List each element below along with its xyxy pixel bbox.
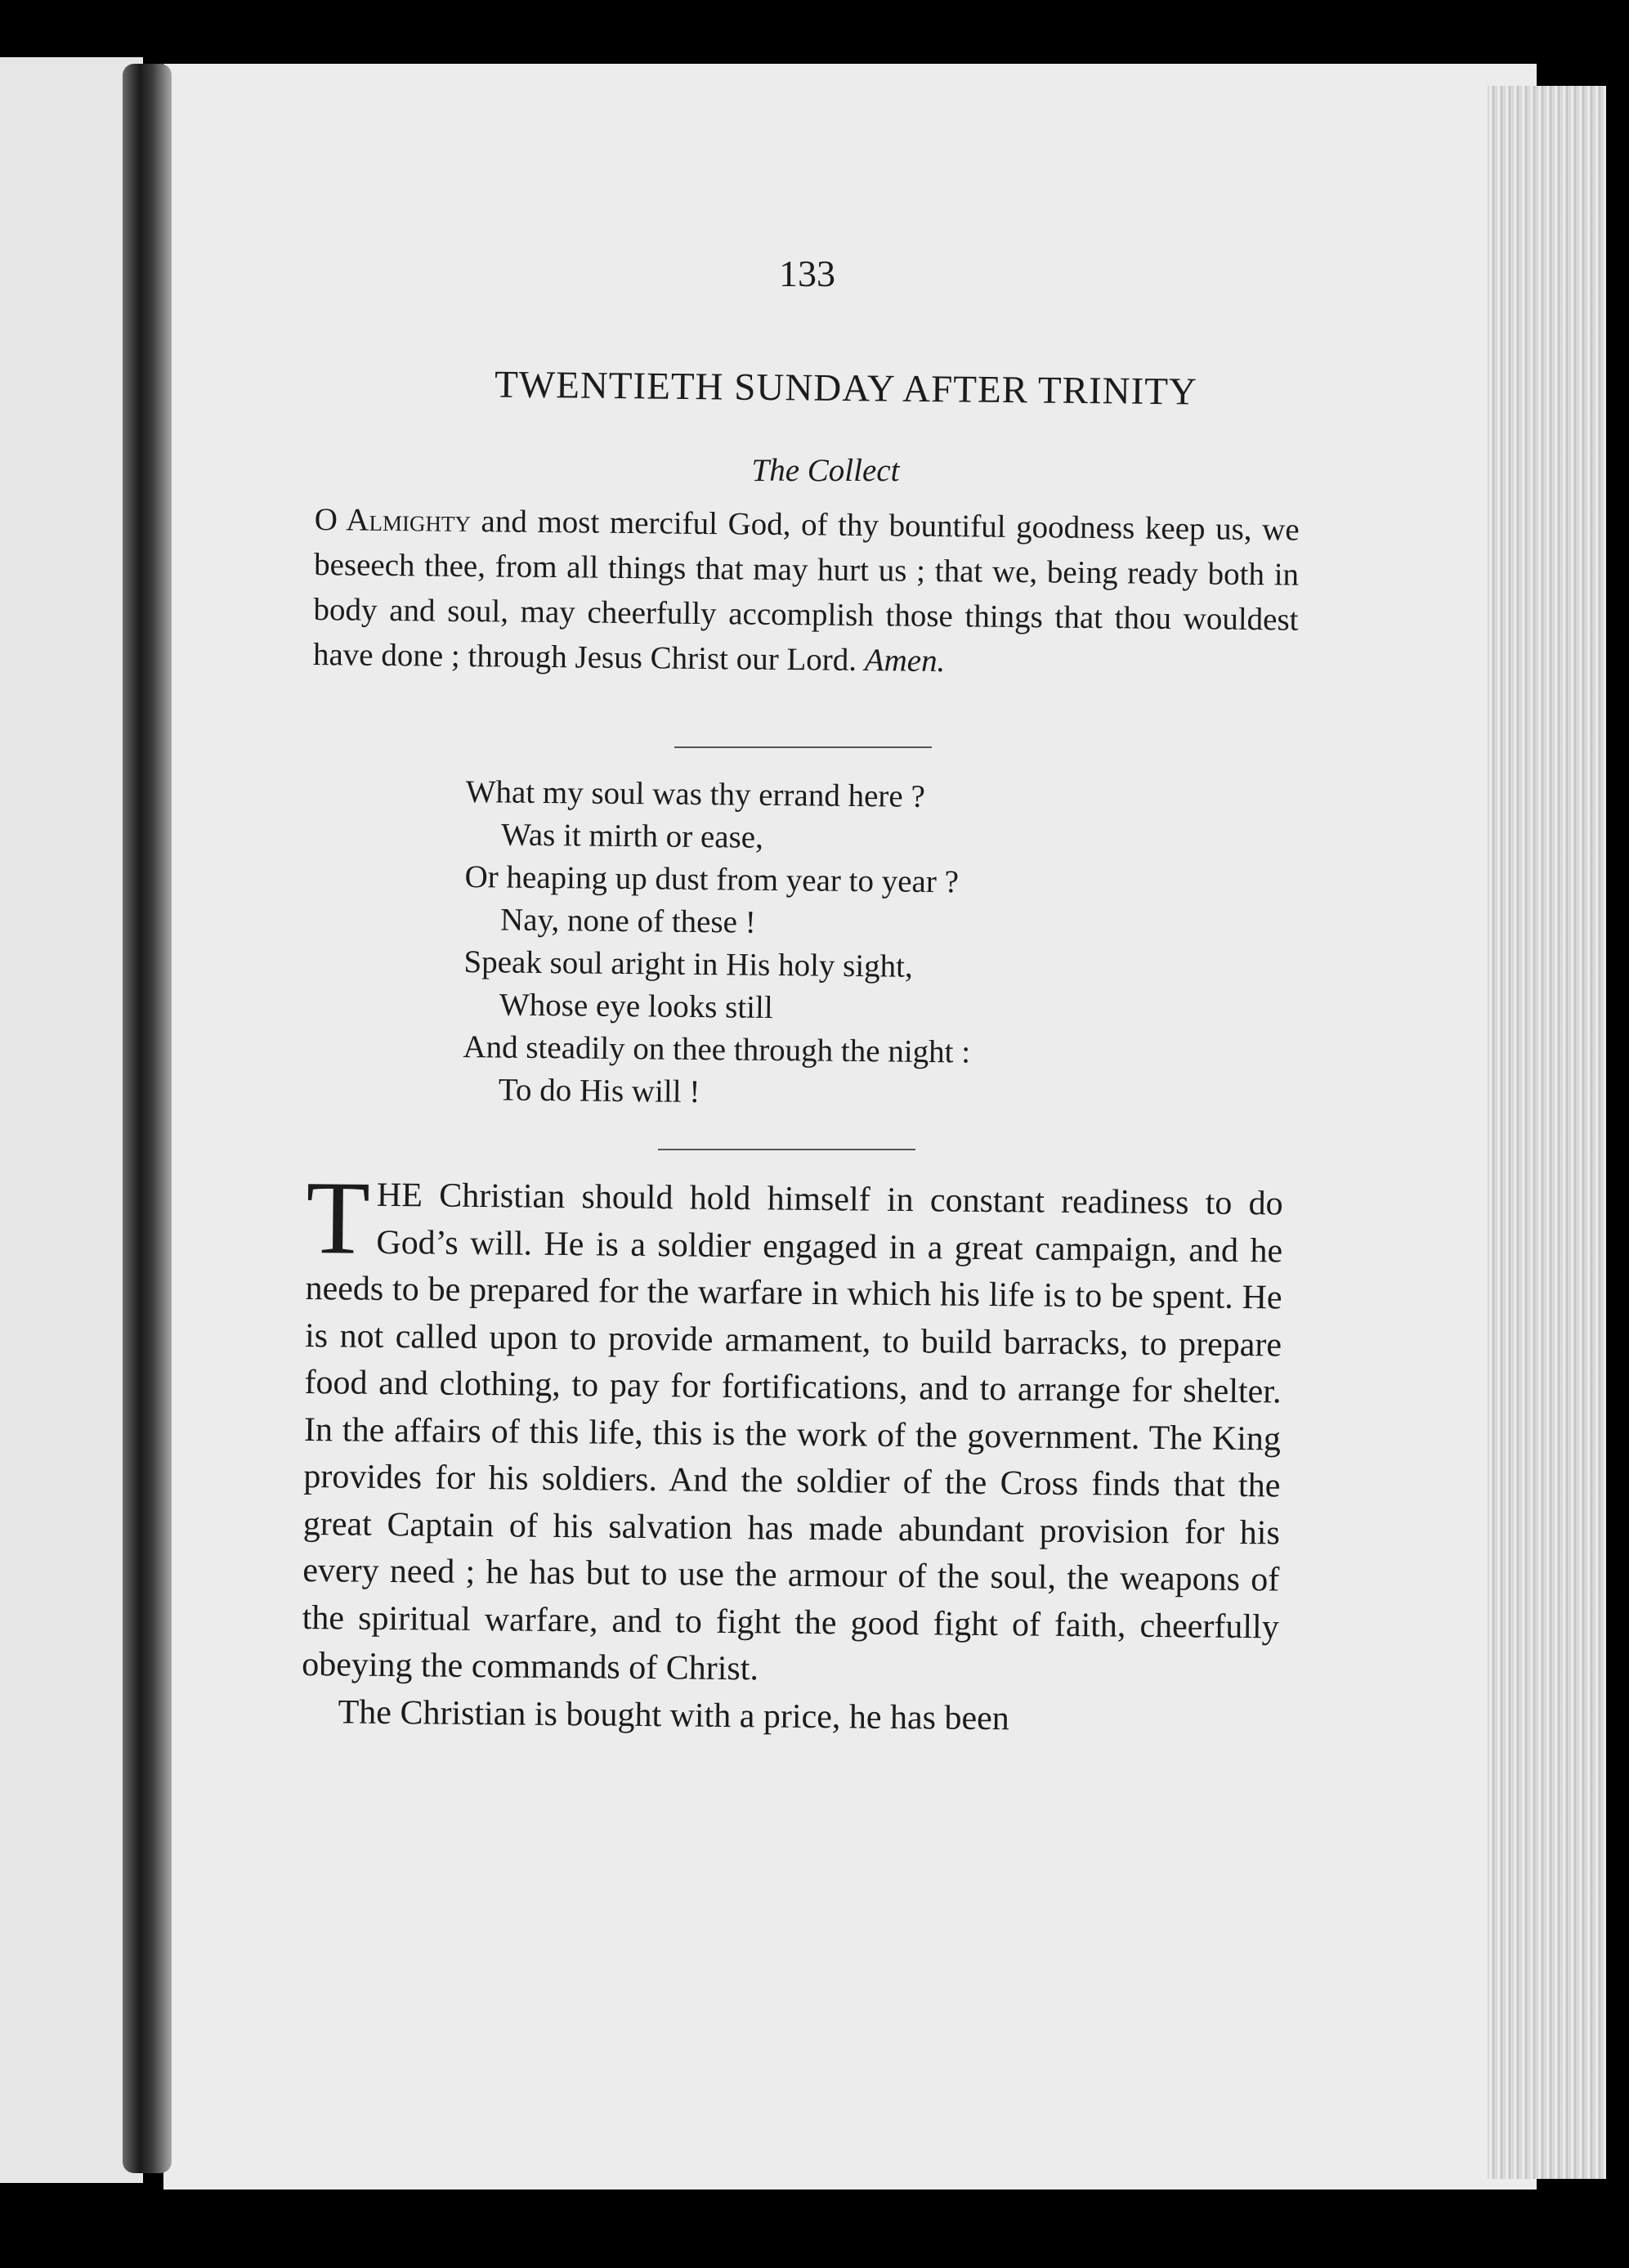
poem-line: Speak soul aright in His holy sight, (463, 944, 913, 984)
drop-cap: T (305, 1159, 371, 1276)
left-page-fragment (0, 1549, 143, 1597)
left-page-fragment (0, 744, 143, 791)
divider-rule (658, 1149, 915, 1150)
poem-line: Was it mirth or ease, (500, 817, 764, 855)
left-page-fragment (0, 1104, 143, 1151)
page-number: 133 (779, 253, 835, 294)
left-page-fragment (0, 695, 143, 742)
book-spine (123, 64, 172, 2173)
left-page-fragment (0, 957, 143, 1004)
left-page-fragment (0, 838, 143, 885)
collect-opening: O Almighty (314, 501, 472, 540)
paragraph-text: Christian should hold himself in constant readiness to do God’s will. He is a soldier engaged in a great campaign, and he needs to be prepared for the warfare in which his life is to be spent. He is not called upon to provide armament, to build barracks, to prepare food and clothing, to pay for fortifications, and to arrange for shelter. In the affairs of this life, this is the work of the government. The King provides for his soldiers. And the soldier of the Cross finds that the great Captain of his salvation has made abundant provision for his every need ; he has but to use the armour of the soul, the weapons of the spiritual warfare, and to fight the good fight of faith, cheerfully obeying the commands of Christ. (301, 1177, 1283, 1688)
collect-amen: Amen. (864, 643, 946, 679)
page-title: TWENTIETH SUNDAY AFTER TRINITY (494, 363, 1198, 414)
essay (301, 1159, 1283, 1745)
poem-line: Or heaping up dust from year to year ? (464, 858, 960, 900)
page-edge-stack (1488, 86, 1606, 2179)
poem (463, 771, 1202, 1118)
left-page-fragment (0, 1402, 143, 1450)
left-page-fragment (0, 1500, 143, 1548)
divider-rule (674, 746, 932, 748)
poem-line: Whose eye looks still (499, 987, 773, 1025)
poem-line: To do His will ! (498, 1072, 700, 1110)
left-page-fragment (0, 1202, 143, 1249)
left-page-fragment (0, 1055, 143, 1102)
left-page-fragment (0, 1304, 143, 1351)
poem-line: Nay, none of these ! (499, 902, 756, 940)
collect-text (313, 497, 1300, 688)
left-page-fragment (0, 1353, 143, 1401)
collect-heading: The Collect (751, 453, 900, 488)
poem-line: And steadily on thee through the night : (463, 1029, 971, 1070)
left-page-fragment (0, 789, 143, 836)
essay-paragraph: The Christian is bought with a price, he has been (338, 1692, 1009, 1737)
first-word: HE (376, 1176, 423, 1215)
poem-line: What my soul was thy errand here ? (465, 773, 925, 814)
left-page-fragment (0, 899, 143, 947)
collect-body-text: and most merciful God, of thy bountiful goodness keep us, we beseech thee, from all things that may hurt us ; that we, being ready both in body and soul, may cheerfully accomplish those things that thou wouldest have done ; through Jesus Christ our Lord. (312, 504, 1300, 679)
left-page-edge (0, 57, 143, 2183)
left-page-fragment (0, 1255, 143, 1302)
left-page-fragment (0, 1451, 143, 1499)
essay-paragraph (301, 1159, 1283, 1698)
